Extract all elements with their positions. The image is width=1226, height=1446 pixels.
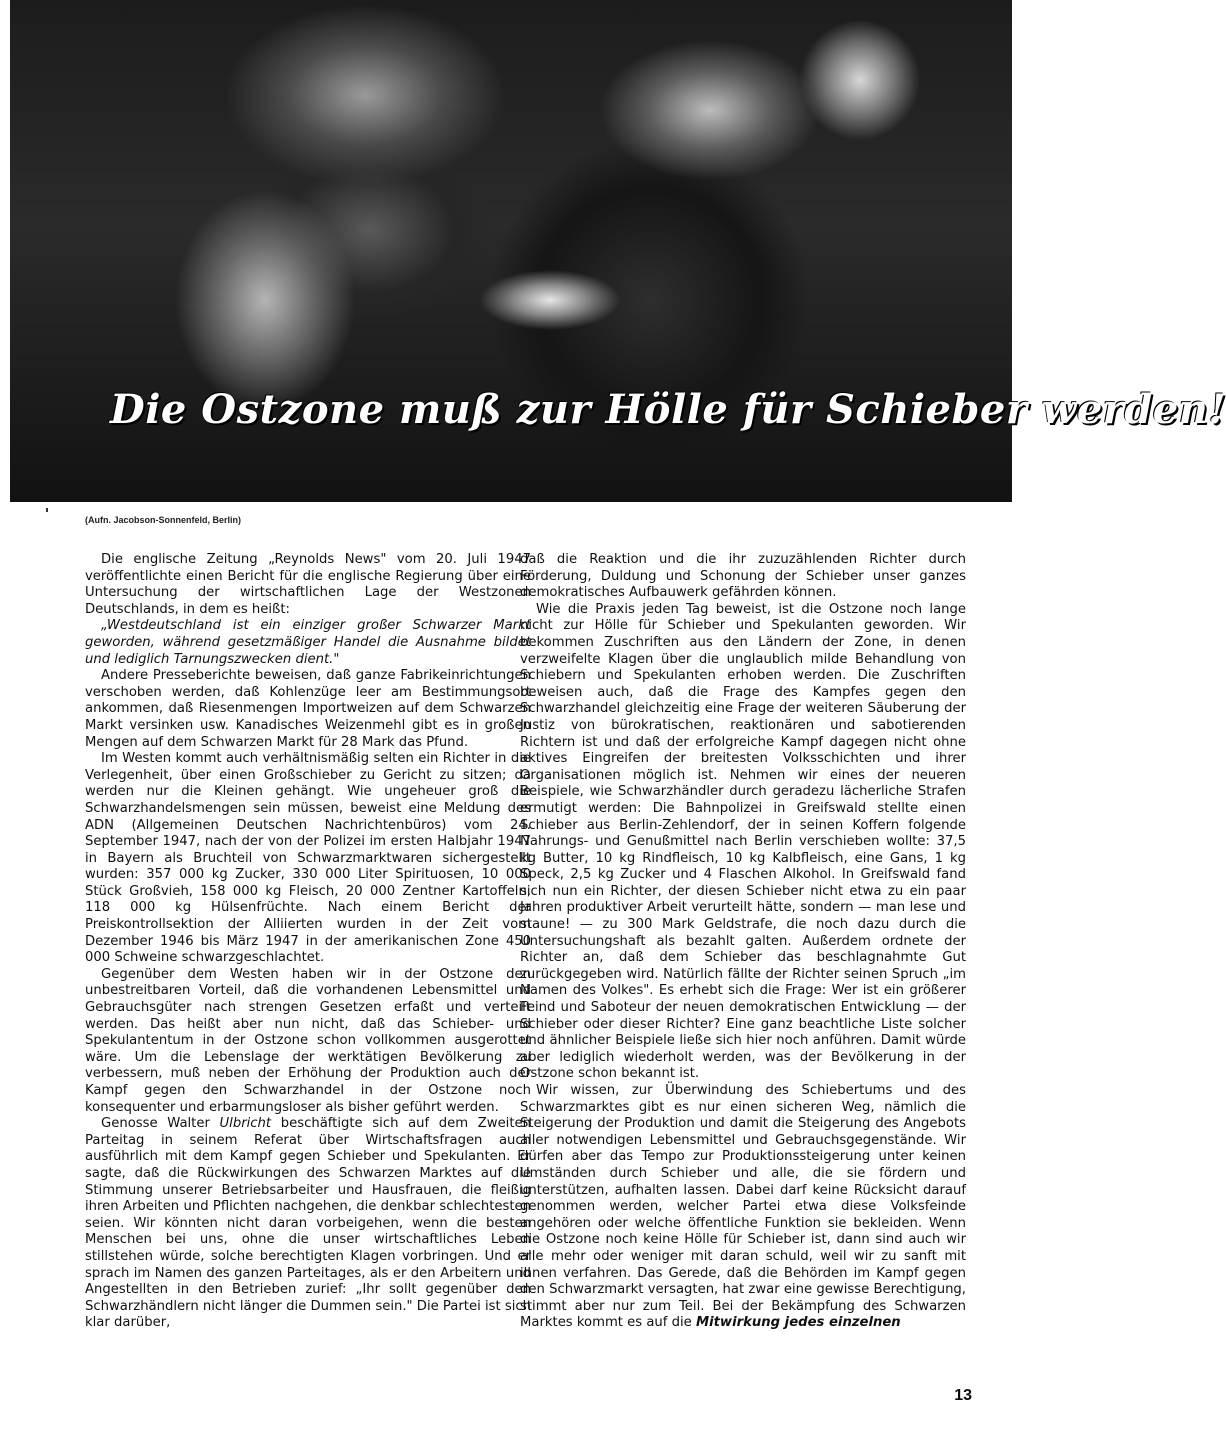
paragraph: Die englische Zeitung „Reynolds News" vom 20. Juli 1947 veröffentlichte einen Bericht für die englische Regierung über eine Untersuchung der wirtschaftlichen Lage der Westzonen Deutschlands, in dem es heißt: [85,552,531,617]
paragraph-text: beschäftigte sich auf dem Zweiten Parteitag in seinem Referat über Wirtschaftsfragen auch ausführlich mit dem Kampf gegen Schieber und Spekulanten. Er sagte, daß die Rückwirkungen des Schwarzen Marktes auf die Stimmung unserer Betriebsarbeiter und Hausfrauen, die fleißig ihren Arbeiten und Pflichten nachgehen, die denkbar schlechtesten seien. Wir könnten nicht daran vorbeigehen, wenn die besten Menschen bei uns, ohne die unser wirtschaftliches Leben stillstehen würde, solche berechtigten Klagen vorbringen. Und er sprach im Namen des ganzen Parteitages, als er den Arbeitern und Angestellten in den Betrieben zurief: „Ihr sollt gegenüber den Schwarzhändlern nicht länger die Dummen sein." Die Partei ist sich klar darüber, [85,1116,531,1331]
paragraph: Gegenüber dem Westen haben wir in der Ostzone den unbestreitbaren Vorteil, daß die vorhandenen Lebensmittel und Gebrauchsgüter nach strengen Gesetzen erfaßt und verteilt werden. Das heißt aber nun nicht, daß das Schieber- und Spekulantentum in der Ostzone schon vollkommen ausgerottet wäre. Um die Lebenslage der werktätigen Bevölkerung zu verbessern, muß neben der Erhöhung der Produktion auch der Kampf gegen den Schwarzhandel in der Ostzone noch konsequenter und erbarmungsloser als bisher geführt werden. [85,966,531,1115]
print-mark [46,508,48,512]
paragraph [520,1083,966,1332]
article-right-column [520,552,966,1332]
photo-credit: (Aufn. Jacobson-Sonnenfeld, Berlin) [85,515,242,525]
quote: „Westdeutschland ist ein einziger großer Schwarzer Markt geworden, während gesetzmäßiger Handel die Ausnahme bildet und lediglich Tarnungszwecken dient." [85,618,531,667]
paragraph: Wie die Praxis jeden Tag beweist, ist die Ostzone noch lange nicht zur Hölle für Schieber und Spekulanten geworden. Wir bekommen Zuschriften aus den Ländern der Zone, in denen verzweifelte Klagen über die unglaublich milde Behandlung von Schiebern und Spekulanten erhoben werden. Die Zuschriften beweisen auch, daß die Frage des Kampfes gegen den Schwarzhandel gleichzeitig eine Frage der weiteren Säuberung der Justiz von bürokratischen, reaktionären und sabotierenden Richtern ist und daß der erfolgreiche Kampf dagegen nicht ohne aktives Eingreifen der breitesten Volksschichten und ihrer Organisationen möglich ist. Nehmen wir eines der neueren Beispiele, wie Schwarzhändler durch geradezu lächerliche Strafen ermutigt werden: Die Bahnpolizei in Greifswald stellte einen Schieber aus Berlin-Zehlendorf, der in seinen Koffern folgende Nahrungs- und Genußmittel nach Berlin verschieben wollte: 37,5 kg Butter, 10 kg Rindfleisch, 10 kg Kalbfleisch, eine Gans, 1 kg Speck, 2,5 kg Zucker und 4 Flaschen Alkohol. In Greifswald fand sich nun ein Richter, der diesen Schieber nicht etwa zu ein paar Jahren produktiver Arbeit verurteilt hätte, sondern — man lese und staune! — zu 300 Mark Geldstrafe, die noch dazu durch die Untersuchungshaft als bezahlt galten. Außerdem ordnete der Richter an, daß dem Schieber das beschlagnahmte Gut zurückgegeben wird. Natürlich fällte der Richter seinen Spruch „im Namen des Volkes". Es erhebt sich die Frage: Wer ist ein größerer Feind und Saboteur der neuen demokratischen Entwicklung — der Schieber oder dieser Richter? Eine ganz beachtliche Liste solcher und ähnlicher Beispiele ließe sich hier noch anführen. Damit würde aber lediglich wiederholt werden, was der Bevölkerung in der Ostzone schon bekannt ist. [520,601,966,1082]
paragraph: daß die Reaktion und die ihr zuzuzählenden Richter durch Förderung, Duldung und Schonung der Schieber unser ganzes demokratisches Aufbauwerk gefährden können. [520,552,966,601]
paragraph-text: Wir wissen, zur Überwindung des Schiebertums und des Schwarzmarktes gibt es nur einen sicheren Weg, nämlich die Steigerung der Produktion und damit die Steigerung des Angebots aller notwendigen Lebensmittel und Gebrauchsgegenstände. Wir dürfen aber das Tempo zur Produktionssteigerung unter keinen Umständen durch Schieber und alle, die sie fördern und unterstützen, aufhalten lassen. Dabei darf keine Rücksicht darauf genommen werden, welcher Partei etwa diese Volksfeinde angehören oder welche öffentliche Funktion sie bekleiden. Wenn die Ostzone noch keine Hölle für Schieber ist, dann sind auch wir alle mehr oder weniger mit daran schuld, weil wir zu sanft mit ihnen verfahren. Das Gerede, daß die Behörden im Kampf gegen den Schwarzmarkt versagten, hat zwar eine gewisse Berechtigung, stimmt aber nur zum Teil. Bei der Bekämpfung des Schwarzen Marktes kommt es auf die [520,1083,966,1331]
text-emphasis: Mitwirkung jedes einzelnen [695,1315,901,1331]
headline: Die Ostzone muß zur Hölle für Schieber werden! [110,386,1226,433]
header-photo [10,0,1226,502]
name-emphasis: Ulbricht [219,1116,272,1132]
page-number: 13 [954,1387,972,1404]
article-left-column [85,552,531,1332]
paragraph [85,1116,531,1332]
paragraph-text: Genosse Walter [101,1116,220,1132]
paragraph: Im Westen kommt auch verhältnismäßig selten ein Richter in die Verlegenheit, über einen Großschieber zu Gericht zu sitzen; da werden nur die Kleinen gehängt. Wie ungeheuer groß die Schwarzhandelsmengen sein müssen, beweist eine Meldung des ADN (Allgemeinen Deutschen Nachrichtenbüros) vom 24. September 1947, nach der von der Polizei im ersten Halbjahr 1947 in Bayern als Bruchteil von Schwarzmarktwaren sichergestellt wurden: 357 000 kg Zucker, 330 000 Liter Spirituosen, 10 000 Stück Großvieh, 158 000 kg Fleisch, 20 000 Zentner Kartoffeln, 118 000 kg Hülsenfrüchte. Nach einem Bericht der Preiskontrollsektion der Alliierten wurden in der Zeit vom Dezember 1946 bis März 1947 in der amerikanischen Zone 450 000 Schweine schwarzgeschlachtet. [85,751,531,966]
paragraph: Andere Presseberichte beweisen, daß ganze Fabrikeinrichtungen verschoben werden, daß Kohlenzüge leer am Bestimmungsort ankommen, daß Riesenmengen Importweizen auf dem Schwarzen Markt versinken usw. Kanadisches Weizenmehl gibt es in großen Mengen auf dem Schwarzen Markt für 28 Mark das Pfund. [85,668,531,750]
